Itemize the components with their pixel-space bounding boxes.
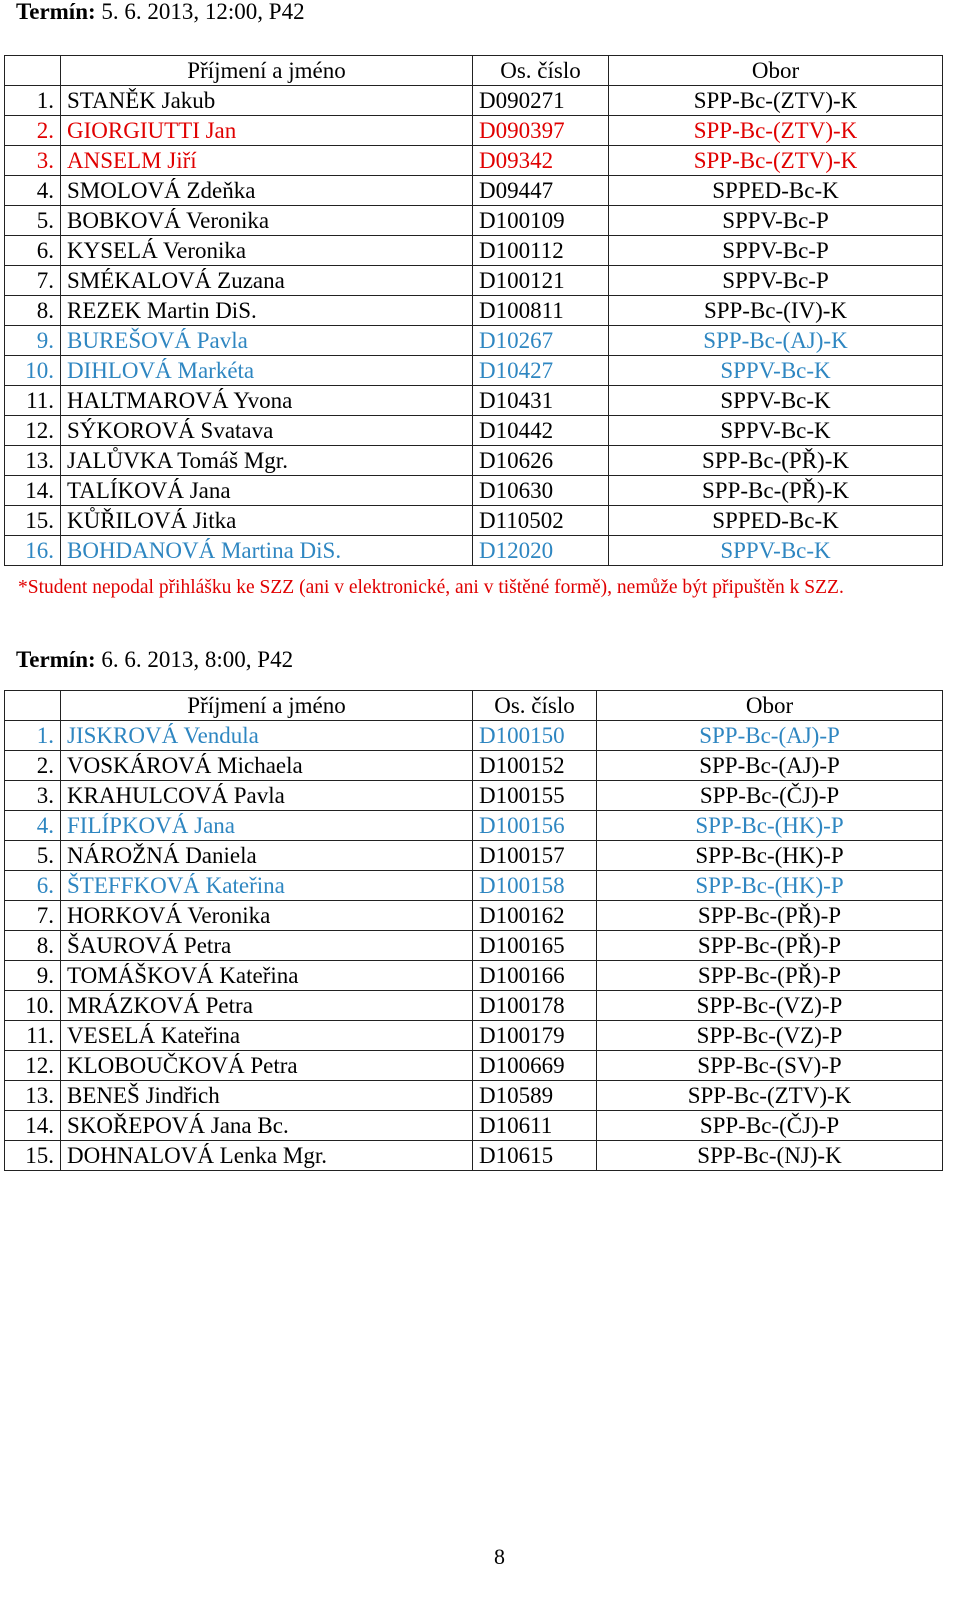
study-program: SPP-Bc-(HK)-P xyxy=(597,811,943,841)
row-number: 7. xyxy=(5,901,61,931)
table-row xyxy=(5,751,943,781)
student-id: D100157 xyxy=(473,841,597,871)
table-header-row xyxy=(5,691,943,721)
study-program: SPPV-Bc-K xyxy=(609,356,943,386)
table-row xyxy=(5,206,943,236)
study-program: SPP-Bc-(PŘ)-P xyxy=(597,901,943,931)
student-name: BOBKOVÁ Veronika xyxy=(61,206,473,236)
study-program: SPPV-Bc-P xyxy=(609,236,943,266)
row-number: 4. xyxy=(5,176,61,206)
table-header-row xyxy=(5,56,943,86)
table-row xyxy=(5,146,943,176)
student-id: D100156 xyxy=(473,811,597,841)
student-id: D100178 xyxy=(473,991,597,1021)
table-row xyxy=(5,841,943,871)
student-id: D10615 xyxy=(473,1141,597,1171)
header-blank xyxy=(5,56,61,86)
table-body xyxy=(5,86,943,566)
row-number: 9. xyxy=(5,961,61,991)
student-name: BENEŠ Jindřich xyxy=(61,1081,473,1111)
header-name: Příjmení a jméno xyxy=(61,56,473,86)
row-number: 1. xyxy=(5,721,61,751)
student-name: KŮŘILOVÁ Jitka xyxy=(61,506,473,536)
student-id: D090397 xyxy=(473,116,609,146)
row-number: 3. xyxy=(5,146,61,176)
table-row xyxy=(5,901,943,931)
row-number: 6. xyxy=(5,871,61,901)
student-name: TOMÁŠKOVÁ Kateřina xyxy=(61,961,473,991)
student-name: TALÍKOVÁ Jana xyxy=(61,476,473,506)
table-row xyxy=(5,296,943,326)
student-name: VESELÁ Kateřina xyxy=(61,1021,473,1051)
student-name: SMÉKALOVÁ Zuzana xyxy=(61,266,473,296)
term-value: 5. 6. 2013, 12:00, P42 xyxy=(95,0,305,24)
student-name: STANĚK Jakub xyxy=(61,86,473,116)
study-program: SPP-Bc-(HK)-P xyxy=(597,841,943,871)
table-row xyxy=(5,116,943,146)
student-id: D100150 xyxy=(473,721,597,751)
row-number: 15. xyxy=(5,1141,61,1171)
row-number: 5. xyxy=(5,206,61,236)
table-row xyxy=(5,1141,943,1171)
student-id: D10630 xyxy=(473,476,609,506)
student-id: D10611 xyxy=(473,1111,597,1141)
study-program: SPP-Bc-(PŘ)-K xyxy=(609,446,943,476)
study-program: SPP-Bc-(VZ)-P xyxy=(597,1021,943,1051)
study-program: SPPV-Bc-K xyxy=(609,416,943,446)
table-row xyxy=(5,1111,943,1141)
student-name: NÁROŽNÁ Daniela xyxy=(61,841,473,871)
study-program: SPP-Bc-(ČJ)-P xyxy=(597,781,943,811)
student-name: DOHNALOVÁ Lenka Mgr. xyxy=(61,1141,473,1171)
student-id: D100109 xyxy=(473,206,609,236)
student-id: D100669 xyxy=(473,1051,597,1081)
row-number: 12. xyxy=(5,1051,61,1081)
student-name: ŠTEFFKOVÁ Kateřina xyxy=(61,871,473,901)
table-row xyxy=(5,416,943,446)
table-row xyxy=(5,1051,943,1081)
study-program: SPP-Bc-(PŘ)-P xyxy=(597,961,943,991)
study-program: SPP-Bc-(ZTV)-K xyxy=(597,1081,943,1111)
term-label: Termín: xyxy=(16,647,96,672)
student-name: REZEK Martin DiS. xyxy=(61,296,473,326)
student-id: D110502 xyxy=(473,506,609,536)
table-row xyxy=(5,236,943,266)
study-program: SPP-Bc-(ZTV)-K xyxy=(609,86,943,116)
student-id: D10442 xyxy=(473,416,609,446)
study-program: SPPV-Bc-P xyxy=(609,266,943,296)
study-program: SPP-Bc-(SV)-P xyxy=(597,1051,943,1081)
row-number: 3. xyxy=(5,781,61,811)
header-program: Obor xyxy=(609,56,943,86)
table-row xyxy=(5,356,943,386)
table-row xyxy=(5,781,943,811)
student-id: D100158 xyxy=(473,871,597,901)
study-program: SPPV-Bc-K xyxy=(609,536,943,566)
row-number: 12. xyxy=(5,416,61,446)
student-name: ANSELM Jiří xyxy=(61,146,473,176)
study-program: SPP-Bc-(AJ)-P xyxy=(597,751,943,781)
section-2-heading xyxy=(16,646,293,674)
header-name: Příjmení a jméno xyxy=(61,691,473,721)
student-id: D09447 xyxy=(473,176,609,206)
study-program: SPP-Bc-(NJ)-K xyxy=(597,1141,943,1171)
term-value: 6. 6. 2013, 8:00, P42 xyxy=(95,647,294,672)
row-number: 6. xyxy=(5,236,61,266)
application-note: *Student nepodal přihlášku ke SZZ (ani v elektronické, ani v tištěné formě), nemůže být připuštěn k SZZ. xyxy=(18,577,844,598)
student-name: JALŮVKA Tomáš Mgr. xyxy=(61,446,473,476)
study-program: SPP-Bc-(ČJ)-P xyxy=(597,1111,943,1141)
student-name: SÝKOROVÁ Svatava xyxy=(61,416,473,446)
student-id: D100811 xyxy=(473,296,609,326)
student-name: HORKOVÁ Veronika xyxy=(61,901,473,931)
row-number: 8. xyxy=(5,296,61,326)
header-id: Os. číslo xyxy=(473,56,609,86)
table-row xyxy=(5,326,943,356)
table-row xyxy=(5,871,943,901)
study-program: SPP-Bc-(AJ)-P xyxy=(597,721,943,751)
student-id: D10267 xyxy=(473,326,609,356)
table-row xyxy=(5,1021,943,1051)
header-program: Obor xyxy=(597,691,943,721)
page-number: 8 xyxy=(494,1544,505,1569)
student-name: ŠAUROVÁ Petra xyxy=(61,931,473,961)
table-body xyxy=(5,721,943,1171)
table-row xyxy=(5,506,943,536)
header-blank xyxy=(5,691,61,721)
student-name: MRÁZKOVÁ Petra xyxy=(61,991,473,1021)
student-name: HALTMAROVÁ Yvona xyxy=(61,386,473,416)
study-program: SPP-Bc-(IV)-K xyxy=(609,296,943,326)
row-number: 10. xyxy=(5,991,61,1021)
row-number: 5. xyxy=(5,841,61,871)
row-number: 13. xyxy=(5,1081,61,1111)
row-number: 2. xyxy=(5,751,61,781)
student-id: D100152 xyxy=(473,751,597,781)
student-id: D090271 xyxy=(473,86,609,116)
study-program: SPPV-Bc-P xyxy=(609,206,943,236)
student-id: D12020 xyxy=(473,536,609,566)
student-id: D100165 xyxy=(473,931,597,961)
study-program: SPP-Bc-(HK)-P xyxy=(597,871,943,901)
student-name: DIHLOVÁ Markéta xyxy=(61,356,473,386)
table-row xyxy=(5,811,943,841)
exam-roster-table-1 xyxy=(4,55,943,566)
table-row xyxy=(5,536,943,566)
student-name: KLOBOUČKOVÁ Petra xyxy=(61,1051,473,1081)
student-id: D100112 xyxy=(473,236,609,266)
study-program: SPP-Bc-(ZTV)-K xyxy=(609,146,943,176)
student-id: D10626 xyxy=(473,446,609,476)
row-number: 14. xyxy=(5,476,61,506)
header-id: Os. číslo xyxy=(473,691,597,721)
student-name: SMOLOVÁ Zdeňka xyxy=(61,176,473,206)
study-program: SPPED-Bc-K xyxy=(609,176,943,206)
table-row xyxy=(5,721,943,751)
table-row xyxy=(5,1081,943,1111)
row-number: 7. xyxy=(5,266,61,296)
section-1-heading xyxy=(16,0,305,26)
term-label: Termín: xyxy=(16,0,96,24)
student-name: SKOŘEPOVÁ Jana Bc. xyxy=(61,1111,473,1141)
student-id: D09342 xyxy=(473,146,609,176)
study-program: SPP-Bc-(AJ)-K xyxy=(609,326,943,356)
table-row xyxy=(5,176,943,206)
student-id: D100166 xyxy=(473,961,597,991)
table-row xyxy=(5,386,943,416)
exam-roster-table-2 xyxy=(4,690,943,1171)
student-name: JISKROVÁ Vendula xyxy=(61,721,473,751)
row-number: 16. xyxy=(5,536,61,566)
student-name: BUREŠOVÁ Pavla xyxy=(61,326,473,356)
student-id: D10431 xyxy=(473,386,609,416)
table-row xyxy=(5,266,943,296)
row-number: 14. xyxy=(5,1111,61,1141)
table-row xyxy=(5,446,943,476)
table-row xyxy=(5,476,943,506)
study-program: SPPED-Bc-K xyxy=(609,506,943,536)
row-number: 15. xyxy=(5,506,61,536)
row-number: 4. xyxy=(5,811,61,841)
table-row xyxy=(5,991,943,1021)
study-program: SPPV-Bc-K xyxy=(609,386,943,416)
row-number: 8. xyxy=(5,931,61,961)
student-id: D10427 xyxy=(473,356,609,386)
student-name: BOHDANOVÁ Martina DiS. xyxy=(61,536,473,566)
row-number: 11. xyxy=(5,386,61,416)
row-number: 9. xyxy=(5,326,61,356)
table-row xyxy=(5,931,943,961)
student-id: D100162 xyxy=(473,901,597,931)
study-program: SPP-Bc-(ZTV)-K xyxy=(609,116,943,146)
row-number: 1. xyxy=(5,86,61,116)
table-row xyxy=(5,86,943,116)
row-number: 10. xyxy=(5,356,61,386)
study-program: SPP-Bc-(PŘ)-K xyxy=(609,476,943,506)
row-number: 2. xyxy=(5,116,61,146)
table-row xyxy=(5,961,943,991)
student-name: KRAHULCOVÁ Pavla xyxy=(61,781,473,811)
student-name: GIORGIUTTI Jan xyxy=(61,116,473,146)
student-name: KYSELÁ Veronika xyxy=(61,236,473,266)
row-number: 11. xyxy=(5,1021,61,1051)
student-id: D10589 xyxy=(473,1081,597,1111)
student-id: D100179 xyxy=(473,1021,597,1051)
study-program: SPP-Bc-(VZ)-P xyxy=(597,991,943,1021)
student-name: FILÍPKOVÁ Jana xyxy=(61,811,473,841)
student-id: D100121 xyxy=(473,266,609,296)
student-name: VOSKÁROVÁ Michaela xyxy=(61,751,473,781)
row-number: 13. xyxy=(5,446,61,476)
student-id: D100155 xyxy=(473,781,597,811)
study-program: SPP-Bc-(PŘ)-P xyxy=(597,931,943,961)
